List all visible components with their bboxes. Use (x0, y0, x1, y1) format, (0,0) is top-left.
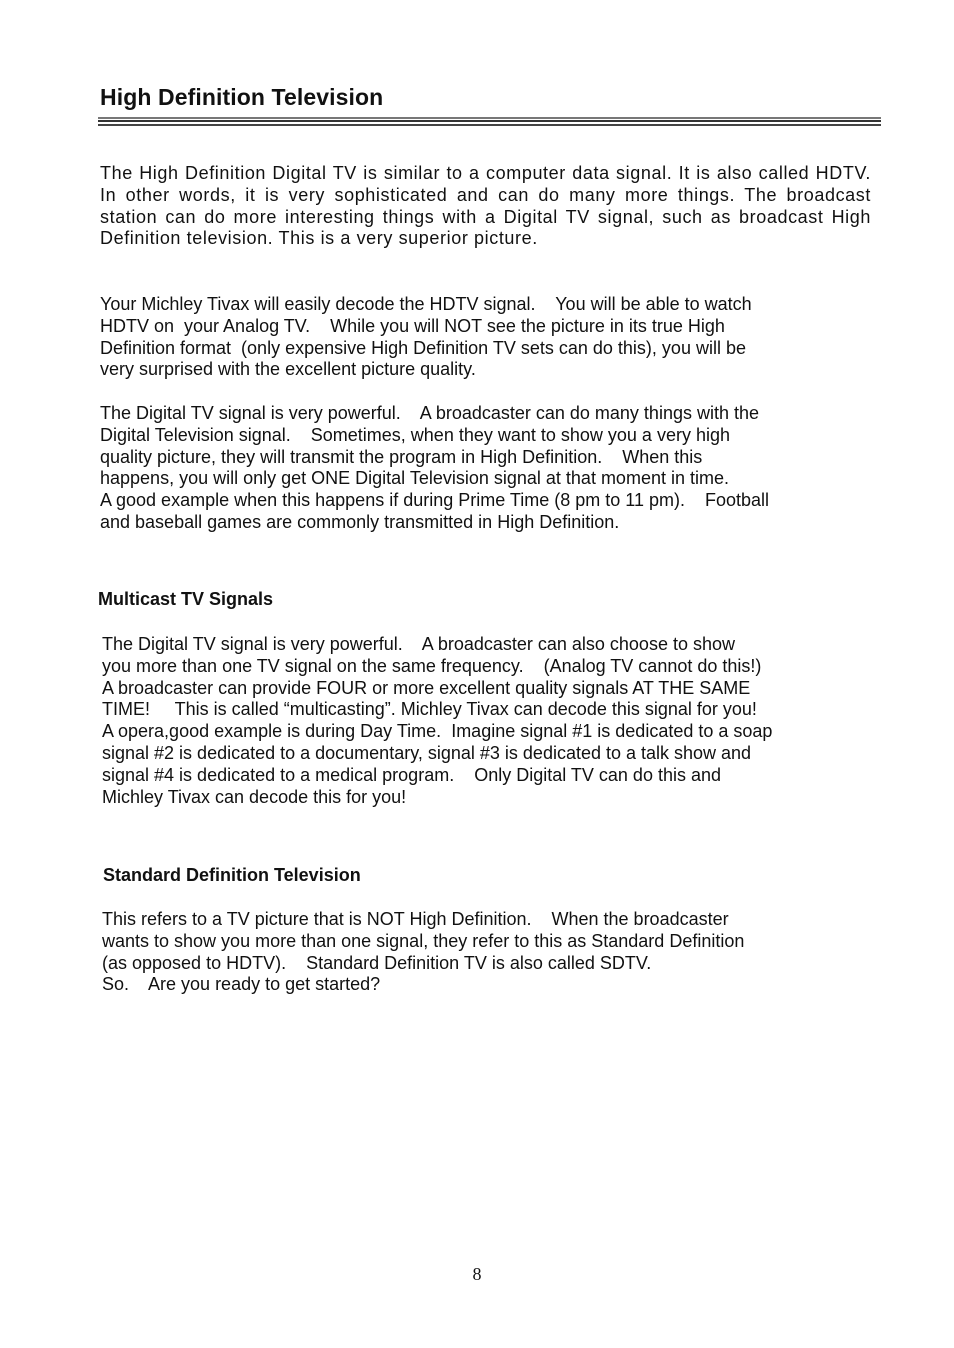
text-line: TIME! This is called “multicasting”. Michley Tivax can decode this signal for you! (102, 699, 757, 720)
hdtv-paragraph-3 (100, 403, 880, 534)
text-line: (as opposed to HDTV). Standard Definition TV is also called SDTV. (102, 952, 652, 973)
text-line: and baseball games are commonly transmitted in High Definition. (100, 511, 620, 532)
text-line: Definition format (only expensive High Definition TV sets can do this), you will be (100, 337, 746, 358)
text-line: signal #2 is dedicated to a documentary, signal #3 is dedicated to a talk show and (102, 742, 752, 763)
text-line: wants to show you more than one signal, they refer to this as Standard Definition (102, 930, 745, 951)
text-line: A good example when this happens if during Prime Time (8 pm to 11 pm). Football (100, 490, 770, 511)
page-number: 8 (472, 1264, 482, 1284)
text-line: A broadcaster can provide FOUR or more excellent quality signals AT THE SAME (102, 677, 751, 698)
multicast-heading: Multicast TV Signals (98, 589, 274, 609)
text-line: The Digital TV signal is very powerful. A broadcaster can also choose to show (102, 634, 735, 654)
text-line: The Digital TV signal is very powerful. A broadcaster can do many things with the (100, 403, 759, 423)
text-line: signal #4 is dedicated to a medical program. Only Digital TV can do this and (102, 764, 721, 785)
sdtv-heading: Standard Definition Television (103, 865, 361, 885)
multicast-paragraph (102, 634, 882, 808)
page-title: High Definition Television (100, 84, 384, 110)
hdtv-paragraph-1: The High Definition Digital TV is similar to a computer data signal. It is also called HDTV. In other words, it is very sophisticated and can do many more things. The broadcast station can do more interesting things with a Digital TV signal, such as broadcast High Definition television. This is a very superior picture. (100, 163, 871, 249)
text-line: A opera,good example is during Day Time. Imagine signal #1 is dedicated to a soap (102, 721, 773, 742)
text-line: This refers to a TV picture that is NOT High Definition. When the broadcaster (102, 909, 729, 929)
sdtv-paragraph (102, 909, 882, 996)
text-line: very surprised with the excellent picture quality. (100, 359, 476, 380)
text-line: Michley Tivax can decode this for you! (102, 786, 407, 807)
text-line: happens, you will only get ONE Digital Television signal at that moment in time. (100, 468, 729, 489)
text-line: So. Are you ready to get started? (102, 974, 381, 995)
hdtv-paragraph-2 (100, 294, 880, 381)
title-rule (98, 117, 881, 127)
text-line: HDTV on your Analog TV. While you will NOT see the picture in its true High (100, 315, 725, 336)
text-line: Digital Television signal. Sometimes, when they want to show you a very high (100, 424, 730, 445)
text-line: Your Michley Tivax will easily decode the HDTV signal. You will be able to watch (100, 294, 752, 314)
text-line: quality picture, they will transmit the program in High Definition. When this (100, 446, 703, 467)
text-line: you more than one TV signal on the same frequency. (Analog TV cannot do this!) (102, 655, 762, 676)
